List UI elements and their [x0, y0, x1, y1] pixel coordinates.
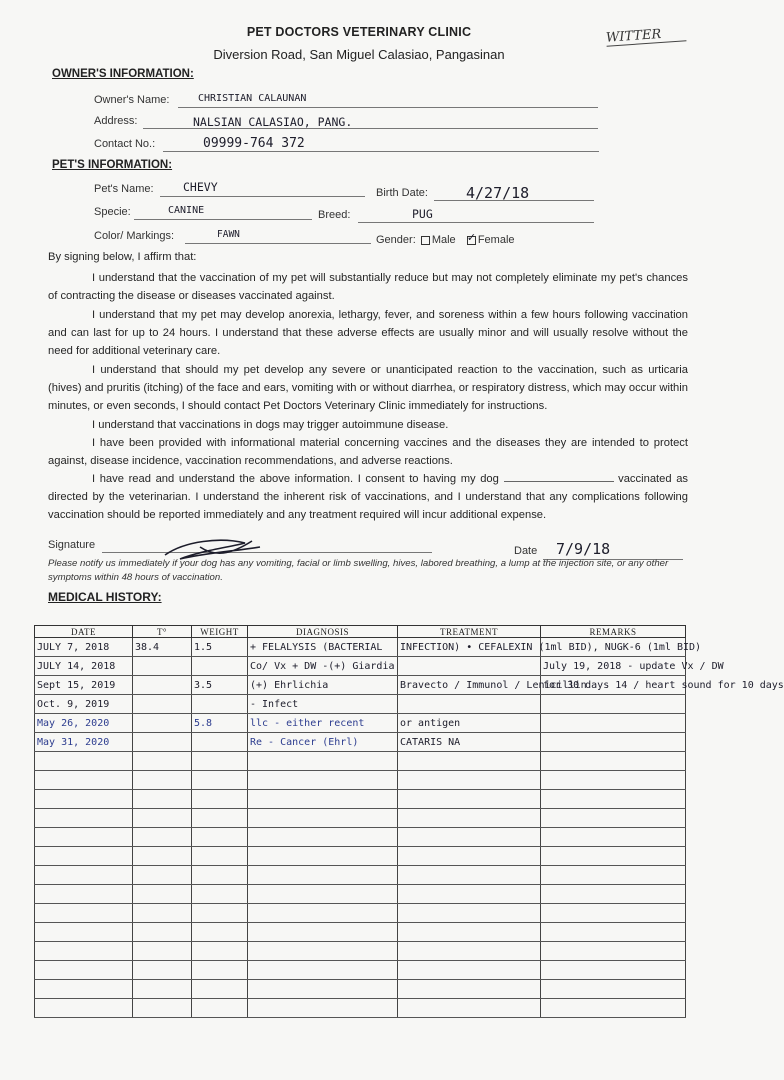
consent-p6-start: I have read and understand the above information. I consent to having my dog	[92, 473, 499, 485]
medical-history-title: MEDICAL HISTORY:	[48, 590, 162, 604]
cell-date[interactable]	[35, 771, 133, 790]
gender-female-label: Female	[477, 234, 515, 246]
notice-text: Please notify us immediately if your dog has any vomiting, facial or limb swelling, hives, labored breathing, a lump at the injection site, or any other symptoms within 48 hours of vaccination.	[48, 558, 669, 583]
cell-date[interactable]	[35, 809, 133, 828]
cell-temp[interactable]	[133, 942, 192, 961]
cell-treatment[interactable]	[398, 771, 541, 790]
cell-remarks[interactable]	[541, 733, 686, 752]
cell-temp[interactable]	[133, 676, 192, 695]
dog-name-blank[interactable]	[504, 481, 614, 482]
cell-diagnosis[interactable]	[248, 866, 398, 885]
cell-treatment[interactable]	[398, 790, 541, 809]
cell-weight[interactable]	[192, 942, 248, 961]
owner-name-line	[178, 107, 598, 108]
medical-history-body	[35, 638, 784, 1018]
cell-diagnosis[interactable]	[248, 752, 398, 771]
cell-diagnosis[interactable]	[248, 771, 398, 790]
date-label: Date	[514, 545, 538, 557]
owner-section-title: OWNER'S INFORMATION:	[52, 68, 194, 80]
color-value[interactable]: FAWN	[217, 229, 240, 240]
cell-temp[interactable]: 38.4	[133, 638, 192, 657]
cell-remarks[interactable]	[541, 999, 686, 1018]
cell-temp[interactable]	[133, 714, 192, 733]
cell-temp[interactable]	[133, 657, 192, 676]
breed-value[interactable]: PUG	[412, 207, 433, 221]
gender-male-label: Male	[431, 234, 456, 246]
owner-address-label: Address:	[94, 115, 138, 127]
cell-remarks[interactable]	[541, 771, 686, 790]
pet-name-line	[160, 196, 365, 197]
table-row	[35, 885, 686, 904]
clinic-name: PET DOCTORS VETERINARY CLINIC	[246, 25, 472, 39]
cell-diagnosis[interactable]	[248, 790, 398, 809]
cell-treatment[interactable]	[398, 847, 541, 866]
cell-treatment[interactable]	[398, 999, 541, 1018]
column-header-remarks: REMARKS	[541, 626, 686, 638]
cell-weight[interactable]	[192, 828, 248, 847]
consent-p4: I understand that vaccinations in dogs may trigger autoimmune disease.	[92, 419, 449, 431]
cell-weight[interactable]	[192, 752, 248, 771]
specie-value[interactable]: CANINE	[168, 205, 205, 216]
cell-date[interactable]: Oct. 9, 2019	[35, 695, 133, 714]
gender-male-checkbox[interactable]	[421, 236, 430, 245]
cell-weight[interactable]	[192, 790, 248, 809]
cell-temp[interactable]	[133, 961, 192, 980]
contact-label: Contact No.:	[94, 138, 156, 150]
cell-date[interactable]	[35, 999, 133, 1018]
table-row	[35, 771, 686, 790]
cell-treatment[interactable]	[398, 942, 541, 961]
contact-value[interactable]: 09999-764 372	[203, 136, 305, 151]
column-header-treatment: TREATMENT	[398, 626, 541, 638]
consent-p6-end: vaccinated as directed by the veterinarian. I understand the inherent risk of vaccinations, and I understand that any complications following vaccination should be reported immediately and any treatment required will incur additional expense.	[48, 473, 689, 521]
owner-name-label: Owner's Name:	[94, 94, 170, 106]
cell-remarks[interactable]	[541, 885, 686, 904]
consent-p1: I understand that the vaccination of my pet will substantially reduce but may not completely eliminate my pet's chances of contracting the disease or diseases vaccinated against.	[48, 272, 688, 302]
cell-treatment[interactable]	[398, 752, 541, 771]
cell-date[interactable]: May 31, 2020	[35, 733, 133, 752]
cell-diagnosis[interactable]: (+) Ehrlichia	[248, 676, 398, 695]
table-row	[35, 999, 686, 1018]
pet-name-label: Pet's Name:	[94, 183, 154, 195]
table-row	[35, 866, 686, 885]
cell-treatment[interactable]	[398, 828, 541, 847]
gender-field	[376, 231, 515, 246]
cell-date[interactable]	[35, 923, 133, 942]
cell-weight[interactable]	[192, 771, 248, 790]
gender-label: Gender:	[376, 234, 416, 246]
cell-weight[interactable]	[192, 885, 248, 904]
cell-temp[interactable]	[133, 847, 192, 866]
table-row	[35, 657, 686, 676]
cell-date[interactable]	[35, 752, 133, 771]
table-row	[35, 695, 686, 714]
breed-label: Breed:	[318, 209, 351, 221]
table-row	[35, 752, 686, 771]
cell-weight[interactable]	[192, 695, 248, 714]
cell-diagnosis[interactable]	[248, 980, 398, 999]
cell-remarks[interactable]: for 30 days 14 / heart sound for 10 days	[541, 676, 686, 695]
medical-history-header	[35, 626, 686, 638]
cell-weight[interactable]	[192, 961, 248, 980]
cell-weight[interactable]	[192, 866, 248, 885]
cell-remarks[interactable]	[541, 809, 686, 828]
cell-remarks[interactable]	[541, 961, 686, 980]
cell-weight[interactable]: 3.5	[192, 676, 248, 695]
cell-remarks[interactable]	[541, 847, 686, 866]
cell-weight[interactable]	[192, 809, 248, 828]
cell-weight[interactable]	[192, 923, 248, 942]
consent-p3: I understand that should my pet develop any severe or unanticipated reaction to the vaccination, such as urticaria (hives) and pruritis (itching) of the face and ears, vomiting with or without diarrhea, or respiratory distress, which may occur within minutes, or even seconds, I should contact Pet Doctors Veterinary Clinic immediately for instructions.	[48, 364, 688, 412]
cell-temp[interactable]	[133, 904, 192, 923]
specie-line	[134, 219, 312, 220]
specie-label: Specie:	[94, 206, 131, 218]
consent-p6	[48, 470, 688, 524]
cell-date[interactable]: May 26, 2020	[35, 714, 133, 733]
cell-weight[interactable]	[192, 980, 248, 999]
cell-weight[interactable]	[192, 733, 248, 752]
cell-date[interactable]	[35, 904, 133, 923]
cell-temp[interactable]	[133, 980, 192, 999]
contact-line	[163, 151, 599, 152]
cell-date[interactable]	[35, 790, 133, 809]
consent-p2: I understand that my pet may develop anorexia, lethargy, fever, and soreness within a few hours following vaccination and can last for up to 24 hours. I understand that these adverse effects are usually minor and will usually resolve without the need for additional veterinary care.	[48, 309, 688, 357]
cell-remarks[interactable]	[541, 866, 686, 885]
cell-temp[interactable]	[133, 809, 192, 828]
cell-temp[interactable]	[133, 866, 192, 885]
pet-section-title: PET'S INFORMATION:	[52, 159, 173, 171]
cell-date[interactable]	[35, 828, 133, 847]
cell-date[interactable]: Sept 15, 2019	[35, 676, 133, 695]
cell-date[interactable]	[35, 866, 133, 885]
cell-treatment[interactable]: INFECTION) • CEFALEXIN (1ml BID), NUGK-6 (1ml BID)	[398, 638, 541, 657]
cell-diagnosis[interactable]	[248, 923, 398, 942]
table-row	[35, 714, 686, 733]
column-header-diagnosis: DIAGNOSIS	[248, 626, 398, 638]
cell-remarks[interactable]	[541, 923, 686, 942]
color-label: Color/ Markings:	[94, 230, 175, 242]
pet-name-value[interactable]: CHEVY	[183, 180, 218, 194]
cell-diagnosis[interactable]: Re - Cancer (Ehrl)	[248, 733, 398, 752]
birth-date-value[interactable]: 4/27/18	[466, 184, 530, 202]
table-row	[35, 809, 686, 828]
cell-diagnosis[interactable]	[248, 999, 398, 1018]
cell-date[interactable]	[35, 847, 133, 866]
table-row	[35, 733, 686, 752]
cell-remarks[interactable]	[541, 904, 686, 923]
consent-intro: By signing below, I affirm that:	[48, 251, 197, 263]
cell-temp[interactable]	[133, 999, 192, 1018]
table-row	[35, 904, 686, 923]
cell-treatment[interactable]	[398, 885, 541, 904]
cell-treatment[interactable]	[398, 904, 541, 923]
cell-diagnosis[interactable]	[248, 961, 398, 980]
gender-female-checkbox[interactable]	[466, 231, 477, 245]
owner-address-value[interactable]: NALSIAN CALASIAO, PANG.	[193, 115, 353, 129]
cell-temp[interactable]	[133, 790, 192, 809]
cell-treatment[interactable]	[398, 657, 541, 676]
cell-weight[interactable]: 5.8	[192, 714, 248, 733]
cell-date[interactable]	[35, 980, 133, 999]
cell-weight[interactable]	[192, 904, 248, 923]
cell-treatment[interactable]	[398, 695, 541, 714]
cell-date[interactable]: JULY 14, 2018	[35, 657, 133, 676]
cell-diagnosis[interactable]	[248, 942, 398, 961]
cell-diagnosis[interactable]: + FELALYSIS (BACTERIAL	[248, 638, 398, 657]
stamp-signature: WITTER	[606, 25, 687, 47]
cell-weight[interactable]: 1.5	[192, 638, 248, 657]
cell-temp[interactable]	[133, 828, 192, 847]
table-row	[35, 923, 686, 942]
cell-diagnosis[interactable]: Co/ Vx + DW -(+) Giardia	[248, 657, 398, 676]
clinic-address: Diversion Road, San Miguel Calasiao, Pangasinan	[213, 47, 505, 62]
cell-remarks[interactable]	[541, 828, 686, 847]
cell-treatment[interactable]: Bravecto / Immunol / Lenicillin	[398, 676, 541, 695]
cell-weight[interactable]	[192, 847, 248, 866]
cell-treatment[interactable]	[398, 923, 541, 942]
cell-remarks[interactable]	[541, 752, 686, 771]
cell-date[interactable]	[35, 885, 133, 904]
cell-treatment[interactable]: CATARIS NA	[398, 733, 541, 752]
table-row	[35, 847, 686, 866]
cell-treatment[interactable]	[398, 866, 541, 885]
cell-diagnosis[interactable]: - Infect	[248, 695, 398, 714]
cell-remarks[interactable]: July 19, 2018 - update Vx / DW	[541, 657, 686, 676]
consent-paragraphs	[48, 269, 688, 524]
cell-weight[interactable]	[192, 657, 248, 676]
cell-temp[interactable]	[133, 771, 192, 790]
owner-name-value[interactable]: CHRISTIAN CALAUNAN	[198, 93, 307, 104]
table-row	[35, 980, 686, 999]
column-header-date: DATE	[35, 626, 133, 638]
gender-female-checkmark: ✓	[466, 231, 477, 244]
table-row	[35, 638, 686, 657]
cell-remarks[interactable]	[541, 714, 686, 733]
cell-date[interactable]	[35, 961, 133, 980]
cell-temp[interactable]	[133, 752, 192, 771]
table-row	[35, 790, 686, 809]
cell-remarks[interactable]	[541, 942, 686, 961]
table-row	[35, 828, 686, 847]
date-value[interactable]: 7/9/18	[556, 540, 611, 558]
cell-treatment[interactable]	[398, 980, 541, 999]
cell-temp[interactable]	[133, 733, 192, 752]
cell-weight[interactable]	[192, 999, 248, 1018]
birth-date-label: Birth Date:	[376, 187, 428, 199]
table-row	[35, 676, 686, 695]
color-line	[185, 243, 371, 244]
column-header-weight: WEIGHT	[192, 626, 248, 638]
cell-diagnosis[interactable]	[248, 809, 398, 828]
table-row	[35, 961, 686, 980]
cell-remarks[interactable]	[541, 790, 686, 809]
cell-temp[interactable]	[133, 923, 192, 942]
cell-diagnosis[interactable]	[248, 885, 398, 904]
cell-diagnosis[interactable]	[248, 828, 398, 847]
cell-diagnosis[interactable]	[248, 904, 398, 923]
cell-remarks[interactable]	[541, 980, 686, 999]
cell-diagnosis[interactable]: llc - either recent	[248, 714, 398, 733]
consent-p5: I have been provided with informational material concerning vaccines and the diseases they are intended to protect against, disease incidence, vaccination recommendations, and adverse reactions.	[48, 437, 688, 467]
cell-treatment[interactable]: or antigen	[398, 714, 541, 733]
cell-diagnosis[interactable]	[248, 847, 398, 866]
medical-history-table	[34, 625, 784, 1018]
table-row	[35, 942, 686, 961]
cell-remarks[interactable]	[541, 695, 686, 714]
cell-temp[interactable]	[133, 885, 192, 904]
cell-date[interactable]	[35, 942, 133, 961]
cell-temp[interactable]	[133, 695, 192, 714]
breed-line	[358, 222, 594, 223]
cell-date[interactable]: JULY 7, 2018	[35, 638, 133, 657]
cell-treatment[interactable]	[398, 809, 541, 828]
signature-label: Signature	[48, 539, 96, 551]
column-header-temp: T°	[133, 626, 192, 638]
cell-treatment[interactable]	[398, 961, 541, 980]
